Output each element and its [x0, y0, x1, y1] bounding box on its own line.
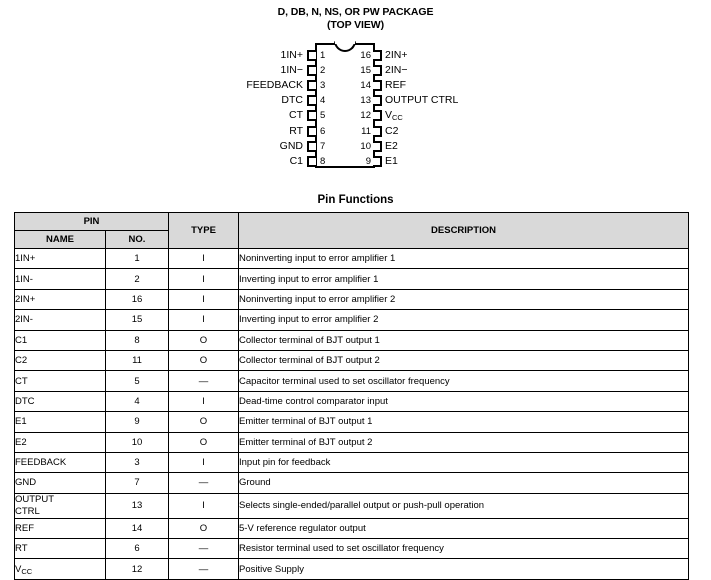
cell-pin-description: Collector terminal of BJT output 1 — [239, 330, 689, 350]
pin-label-1: 1IN+ — [280, 49, 303, 61]
cell-pin-name: CT — [15, 371, 106, 391]
package-title-block — [0, 6, 711, 32]
pin-number-5: 5 — [320, 110, 326, 122]
cell-pin-name: 1IN- — [15, 269, 106, 289]
cell-pin-name: $V_{CC}$ — [15, 559, 106, 579]
pin-label-11: C2 — [385, 124, 399, 137]
pin-lead-16 — [373, 50, 382, 61]
pin-label-12: $V_{CC}$ — [385, 109, 403, 123]
cell-pin-type: O — [169, 330, 239, 350]
cell-pin-type: — — [169, 371, 239, 391]
pin-number-12: 12 — [360, 110, 371, 122]
cell-pin-name: GND — [15, 473, 106, 493]
cell-pin-type: I — [169, 452, 239, 472]
pin-label-3: FEEDBACK — [246, 79, 303, 92]
cell-pin-description: 5-V reference regulator output — [239, 518, 689, 538]
cell-pin-type: I — [169, 310, 239, 330]
cell-pin-number: 15 — [106, 310, 169, 330]
cell-pin-name: C1 — [15, 330, 106, 350]
pin-lead-15 — [373, 65, 382, 76]
cell-pin-type: — — [169, 559, 239, 579]
pin-label-5: CT — [289, 109, 303, 122]
cell-pin-number: 5 — [106, 371, 169, 391]
package-title-line1: D, DB, N, NS, OR PW PACKAGE — [277, 6, 434, 18]
column-header-no: NO. — [106, 231, 169, 249]
cell-pin-type: I — [169, 493, 239, 518]
table-row — [15, 432, 689, 452]
table-header-row-1 — [15, 213, 689, 231]
cell-pin-type: — — [169, 539, 239, 559]
package-title-line2: (TOP VIEW) — [327, 19, 384, 31]
cell-pin-description: Emitter terminal of BJT output 1 — [239, 412, 689, 432]
pin-lead-3 — [307, 80, 316, 91]
cell-pin-number: 1 — [106, 249, 169, 269]
pin-number-15: 15 — [360, 65, 371, 77]
table-row — [15, 371, 689, 391]
cell-pin-description: Capacitor terminal used to set oscillator frequency — [239, 371, 689, 391]
cell-pin-name: RT — [15, 539, 106, 559]
cell-pin-description: Inverting input to error amplifier 2 — [239, 310, 689, 330]
pin-label-7: GND — [279, 139, 303, 152]
cell-pin-number: 16 — [106, 289, 169, 309]
cell-pin-description: Emitter terminal of BJT output 2 — [239, 432, 689, 452]
pin-number-7: 7 — [320, 140, 326, 152]
table-row — [15, 412, 689, 432]
pin-label-9: E1 — [385, 154, 398, 167]
pin-lead-8 — [307, 156, 316, 167]
cell-pin-description: Input pin for feedback — [239, 452, 689, 472]
table-row — [15, 518, 689, 538]
cell-pin-number: 8 — [106, 330, 169, 350]
pin-label-10: E2 — [385, 139, 398, 152]
pin-number-4: 4 — [320, 95, 326, 107]
pin-label-14: REF — [385, 79, 406, 92]
cell-pin-description: Noninverting input to error amplifier 2 — [239, 289, 689, 309]
cell-pin-name: 2IN+ — [15, 289, 106, 309]
cell-pin-name: 2IN- — [15, 310, 106, 330]
cell-pin-number: 11 — [106, 350, 169, 370]
cell-pin-type: I — [169, 269, 239, 289]
table-row — [15, 473, 689, 493]
pin-functions-heading: Pin Functions — [317, 194, 394, 206]
pin-number-6: 6 — [320, 125, 326, 137]
pin-label-16: 2IN+ — [385, 49, 408, 61]
pin-lead-10 — [373, 141, 382, 152]
cell-pin-type: I — [169, 249, 239, 269]
pin-number-3: 3 — [320, 80, 326, 92]
pin-lead-5 — [307, 110, 316, 121]
pin-lead-9 — [373, 156, 382, 167]
cell-pin-description: Dead-time control comparator input — [239, 391, 689, 411]
cell-pin-name: 1IN+ — [15, 249, 106, 269]
table-row — [15, 452, 689, 472]
table-row — [15, 559, 689, 579]
cell-pin-number: 4 — [106, 391, 169, 411]
pin-number-1: 1 — [320, 50, 326, 61]
cell-pin-description: Positive Supply — [239, 559, 689, 579]
cell-pin-type: O — [169, 350, 239, 370]
pin-label-2: 1IN− — [280, 64, 303, 77]
column-header-type: TYPE — [169, 213, 239, 249]
cell-pin-number: 6 — [106, 539, 169, 559]
cell-pin-description: Selects single-ended/parallel output or push-pull operation — [239, 493, 689, 518]
cell-pin-type: O — [169, 518, 239, 538]
cell-pin-name: E1 — [15, 412, 106, 432]
pin-number-8: 8 — [320, 155, 326, 167]
cell-pin-number: 3 — [106, 452, 169, 472]
pin-number-2: 2 — [320, 65, 326, 77]
table-row — [15, 249, 689, 269]
pin-lead-4 — [307, 95, 316, 106]
cell-pin-description: Resistor terminal used to set oscillator frequency — [239, 539, 689, 559]
cell-pin-number: 2 — [106, 269, 169, 289]
cell-pin-name: C2 — [15, 350, 106, 370]
pin-number-16: 16 — [360, 50, 371, 61]
package-notch-mask — [335, 40, 355, 44]
cell-pin-name: DTC — [15, 391, 106, 411]
pin-lead-12 — [373, 110, 382, 121]
pin-lead-11 — [373, 126, 382, 137]
cell-pin-number: 13 — [106, 493, 169, 518]
pin-lead-7 — [307, 141, 316, 152]
cell-pin-description: Inverting input to error amplifier 1 — [239, 269, 689, 289]
table-row — [15, 289, 689, 309]
pin-label-8: C1 — [289, 154, 303, 167]
table-row — [15, 350, 689, 370]
cell-pin-number: 12 — [106, 559, 169, 579]
cell-pin-name: E2 — [15, 432, 106, 452]
cell-pin-description: Noninverting input to error amplifier 1 — [239, 249, 689, 269]
cell-pin-name: REF — [15, 518, 106, 538]
cell-pin-type: I — [169, 289, 239, 309]
cell-pin-number: 7 — [106, 473, 169, 493]
pin-number-10: 10 — [360, 140, 371, 152]
table-row — [15, 269, 689, 289]
cell-pin-type: I — [169, 391, 239, 411]
cell-pin-type: O — [169, 412, 239, 432]
pin-functions-table — [14, 212, 689, 580]
pin-label-4: DTC — [281, 94, 303, 107]
cell-pin-number: 9 — [106, 412, 169, 432]
cell-pin-name: OUTPUT CTRL — [15, 493, 106, 518]
pin-number-14: 14 — [360, 80, 371, 92]
pin-lead-14 — [373, 80, 382, 91]
cell-pin-name: FEEDBACK — [15, 452, 106, 472]
cell-pin-number: 10 — [106, 432, 169, 452]
cell-pin-type: — — [169, 473, 239, 493]
table-row — [15, 310, 689, 330]
column-header-name: NAME — [15, 231, 106, 249]
column-header-description: DESCRIPTION — [239, 213, 689, 249]
cell-pin-description: Ground — [239, 473, 689, 493]
table-header — [15, 213, 689, 249]
pin-number-9: 9 — [365, 155, 371, 167]
cell-pin-description: Collector terminal of BJT output 2 — [239, 350, 689, 370]
table-row — [15, 493, 689, 518]
pin-lead-6 — [307, 126, 316, 137]
pin-number-11: 11 — [361, 125, 371, 137]
pin-lead-1 — [307, 50, 316, 61]
table-row — [15, 330, 689, 350]
pin-lead-13 — [373, 95, 382, 106]
pin-label-6: RT — [289, 124, 303, 137]
cell-pin-number: 14 — [106, 518, 169, 538]
table-row — [15, 539, 689, 559]
pin-label-13: OUTPUT CTRL — [385, 94, 459, 107]
table-row — [15, 391, 689, 411]
cell-pin-type: O — [169, 432, 239, 452]
package-pinout-diagram — [0, 34, 711, 179]
column-header-pin: PIN — [15, 213, 169, 231]
pin-lead-2 — [307, 65, 316, 76]
table-body — [15, 249, 689, 580]
pin-number-13: 13 — [360, 95, 371, 107]
pin-label-15: 2IN− — [385, 64, 408, 77]
